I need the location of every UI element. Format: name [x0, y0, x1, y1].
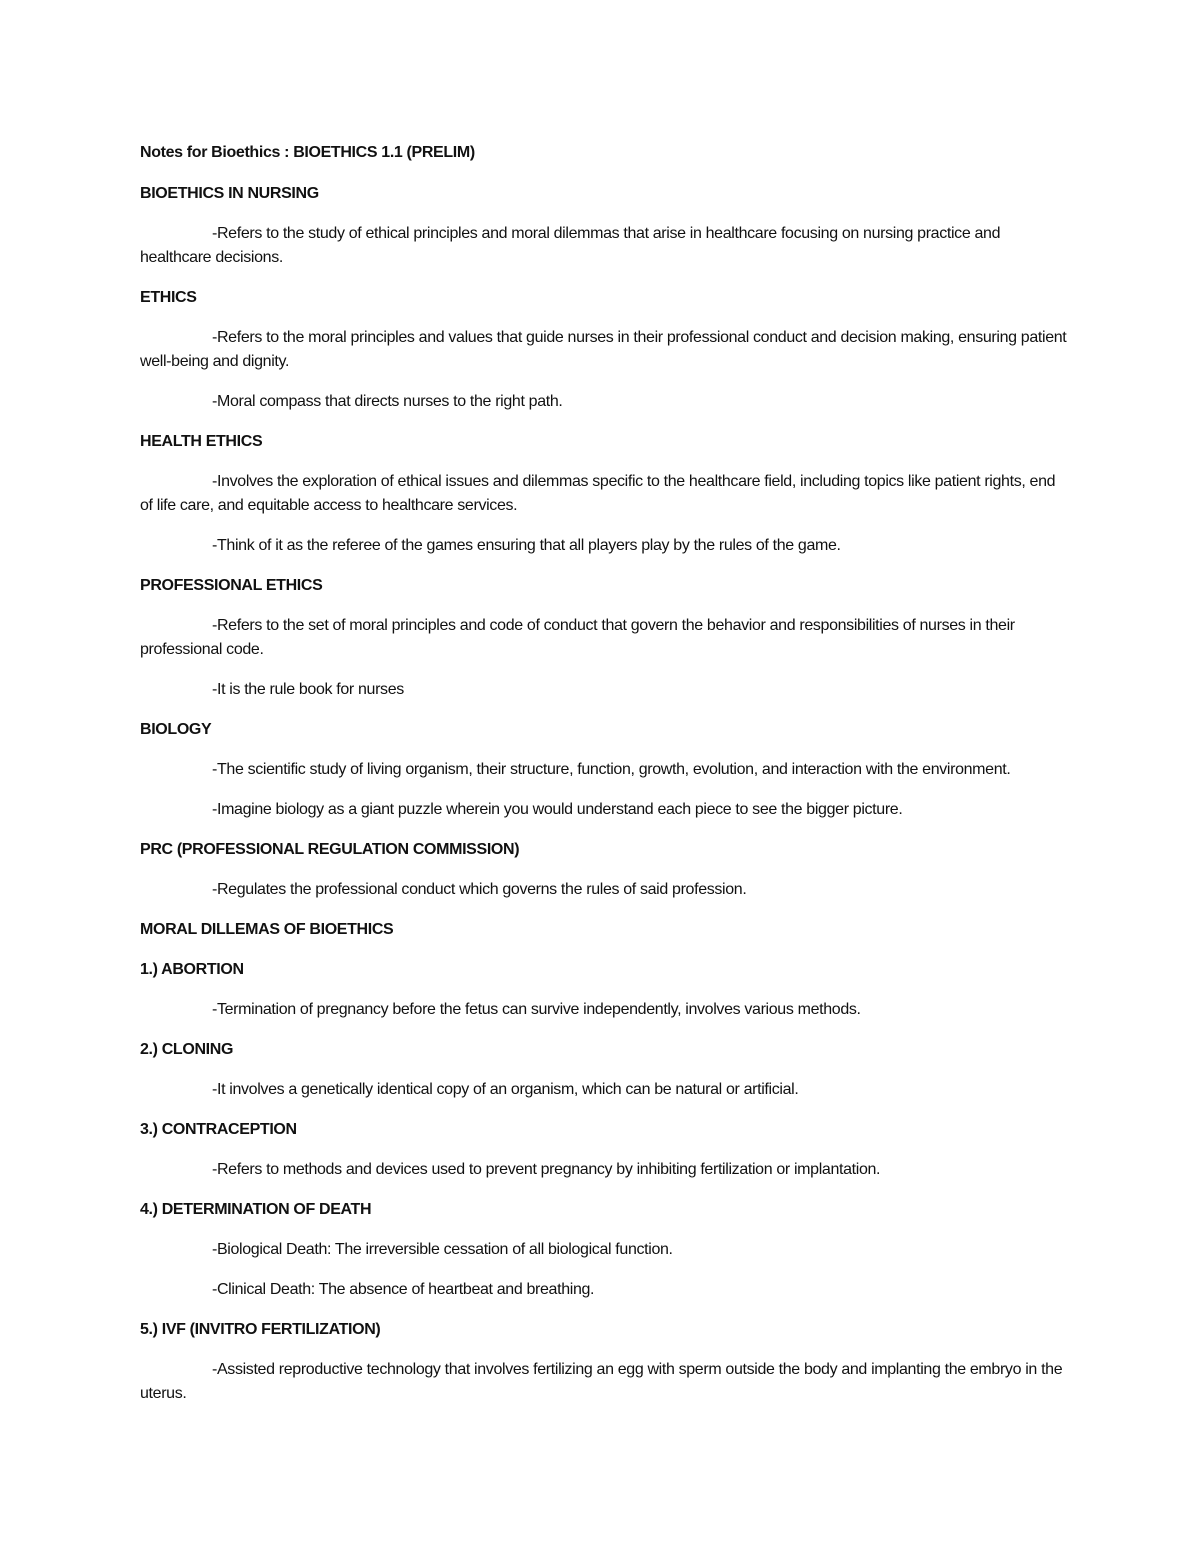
- section-paragraph: -Termination of pregnancy before the fetus can survive independently, involves various methods.: [212, 1001, 861, 1018]
- section-heading: HEALTH ETHICS: [140, 433, 263, 450]
- section-determination-of-death: [140, 1198, 1070, 1302]
- section-paragraph: -Imagine biology as a giant puzzle wherein you would understand each piece to see the bigger picture.: [212, 801, 903, 818]
- section-professional-ethics: [140, 574, 1070, 702]
- section-heading: PRC (PROFESSIONAL REGULATION COMMISSION): [140, 841, 520, 858]
- section-heading: MORAL DILLEMAS OF BIOETHICS: [140, 921, 394, 938]
- section-contraception: [140, 1118, 1070, 1182]
- document-page: [140, 141, 1070, 1422]
- section-paragraph: -It is the rule book for nurses: [212, 681, 404, 698]
- section-paragraph: -Refers to the moral principles and values that guide nurses in their professional conduct and decision making, ensuring patient well-being and dignity.: [140, 329, 1067, 370]
- section-paragraph: -Think of it as the referee of the games ensuring that all players play by the rules of the game.: [212, 537, 841, 554]
- section-paragraph: -Involves the exploration of ethical issues and dilemmas specific to the healthcare field, including topics like patient rights, end of life care, and equitable access to healthcare services.: [140, 473, 1056, 514]
- section-moral-dilemmas: [140, 918, 1070, 942]
- section-heading: PROFESSIONAL ETHICS: [140, 577, 323, 594]
- section-paragraph: -Refers to the study of ethical principles and moral dilemmas that arise in healthcare focusing on nursing practice and healthcare decisions.: [140, 225, 1001, 266]
- section-heading: 2.) CLONING: [140, 1041, 234, 1058]
- section-heading: 3.) CONTRACEPTION: [140, 1121, 297, 1138]
- section-abortion: [140, 958, 1070, 1022]
- section-health-ethics: [140, 430, 1070, 558]
- section-paragraph: -Biological Death: The irreversible cessation of all biological function.: [212, 1241, 673, 1258]
- section-heading: BIOETHICS IN NURSING: [140, 185, 319, 202]
- section-ethics: [140, 286, 1070, 414]
- section-paragraph: -Refers to methods and devices used to prevent pregnancy by inhibiting fertilization or implantation.: [212, 1161, 881, 1178]
- section-paragraph: -Regulates the professional conduct which governs the rules of said profession.: [212, 881, 747, 898]
- section-paragraph: -It involves a genetically identical copy of an organism, which can be natural or artificial.: [212, 1081, 799, 1098]
- section-heading: BIOLOGY: [140, 721, 212, 738]
- section-cloning: [140, 1038, 1070, 1102]
- section-bioethics-in-nursing: [140, 182, 1070, 270]
- section-prc: [140, 838, 1070, 902]
- section-paragraph: -The scientific study of living organism, their structure, function, growth, evolution, and interaction with the environment.: [212, 761, 1011, 778]
- section-paragraph: -Clinical Death: The absence of heartbeat and breathing.: [212, 1281, 595, 1298]
- section-paragraph: -Assisted reproductive technology that involves fertilizing an egg with sperm outside the body and implanting the embryo in the uterus.: [140, 1361, 1063, 1402]
- section-paragraph: -Refers to the set of moral principles and code of conduct that govern the behavior and responsibilities of nurses in their professional code.: [140, 617, 1015, 658]
- document-title: Notes for Bioethics : BIOETHICS 1.1 (PRELIM): [140, 144, 475, 161]
- section-ivf: [140, 1318, 1070, 1406]
- section-heading: 1.) ABORTION: [140, 961, 244, 978]
- section-paragraph: -Moral compass that directs nurses to the right path.: [212, 393, 563, 410]
- section-biology: [140, 718, 1070, 822]
- section-heading: 4.) DETERMINATION OF DEATH: [140, 1201, 372, 1218]
- section-heading: 5.) IVF (INVITRO FERTILIZATION): [140, 1321, 381, 1338]
- section-heading: ETHICS: [140, 289, 197, 306]
